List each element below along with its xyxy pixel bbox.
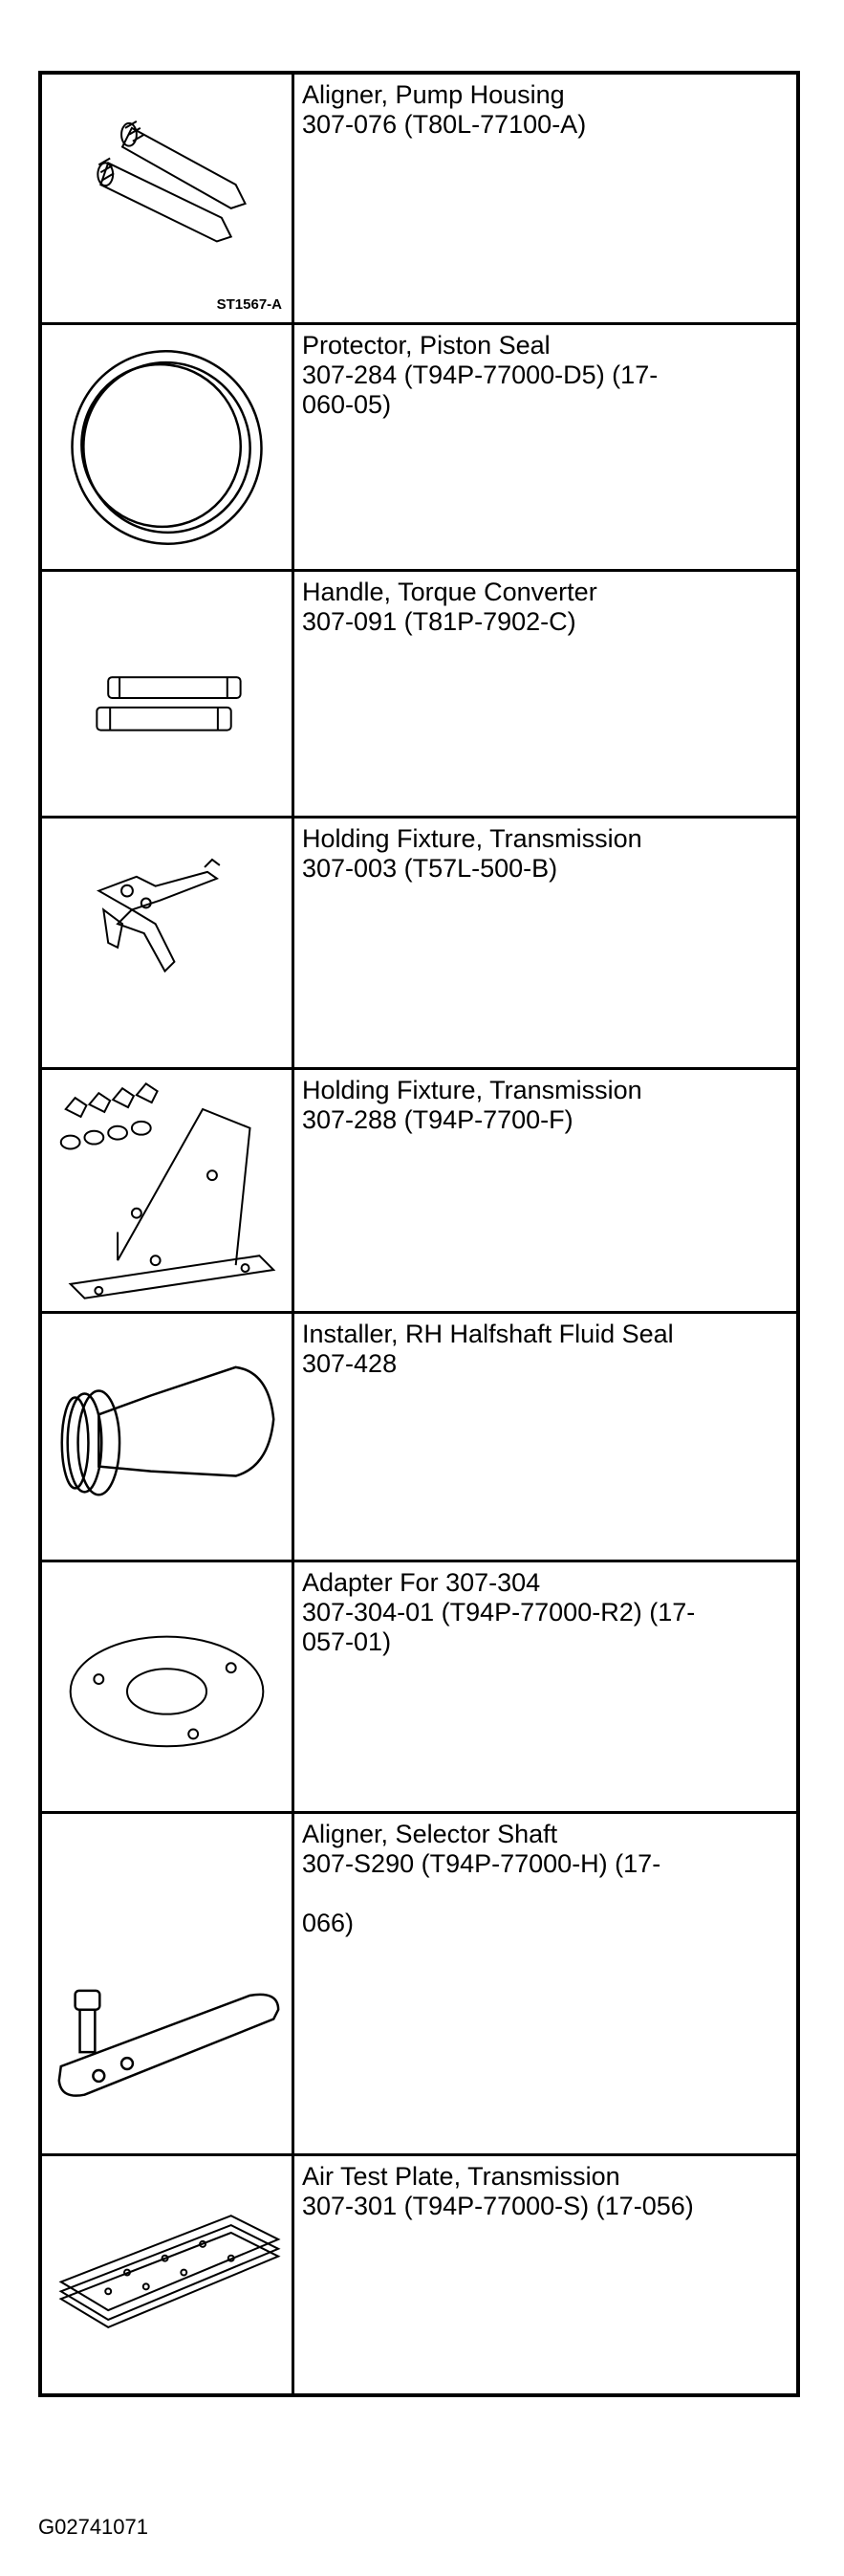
torque-converter-handle-icon (42, 572, 292, 816)
tool-part-number: 307-284 (T94P-77000-D5) (17- (302, 360, 659, 389)
tool-image-label: ST1567-A (216, 296, 282, 313)
tool-description (294, 572, 796, 816)
tool-description (294, 1814, 796, 2153)
holding-fixture-bracket-icon (42, 1070, 292, 1311)
tool-row (42, 1314, 796, 1562)
tool-image-cell (42, 75, 294, 322)
tool-image-cell (42, 572, 294, 816)
tool-image-cell (42, 325, 294, 569)
tool-title: Aligner, Pump Housing (302, 80, 565, 109)
tool-part-number: 307-428 (302, 1349, 398, 1378)
tool-row (42, 75, 796, 325)
tool-image-cell (42, 1314, 294, 1560)
tool-title: Handle, Torque Converter (302, 578, 597, 606)
pump-housing-aligner-icon (42, 75, 292, 322)
tool-image-cell (42, 1562, 294, 1811)
selector-shaft-aligner-icon (42, 1814, 292, 2153)
tool-description (294, 75, 796, 322)
tool-title: Aligner, Selector Shaft (302, 1820, 558, 1848)
tool-title: Holding Fixture, Transmission (302, 824, 642, 853)
tool-description (294, 325, 796, 569)
special-tools-table (38, 71, 800, 2397)
adapter-plate-icon (42, 1562, 292, 1811)
tool-title: Holding Fixture, Transmission (302, 1076, 642, 1104)
tool-row (42, 572, 796, 819)
tool-title: Protector, Piston Seal (302, 331, 551, 360)
tool-image-cell (42, 1814, 294, 2153)
tool-image-cell (42, 2156, 294, 2393)
tool-title: Adapter For 307-304 (302, 1568, 541, 1597)
tool-image-cell (42, 819, 294, 1067)
holding-fixture-icon (42, 819, 292, 1067)
air-test-plate-icon (42, 2156, 292, 2393)
tool-title: Air Test Plate, Transmission (302, 2162, 620, 2191)
tool-image-cell (42, 1070, 294, 1311)
tool-description (294, 819, 796, 1067)
tool-part-number-cont: 060-05) (302, 390, 392, 419)
halfshaft-seal-installer-icon (42, 1314, 292, 1560)
tool-part-number: 307-288 (T94P-7700-F) (302, 1105, 573, 1134)
tool-row (42, 1562, 796, 1814)
tool-part-number: 307-091 (T81P-7902-C) (302, 607, 576, 636)
tool-description (294, 1070, 796, 1311)
tool-part-number: 307-301 (T94P-77000-S) (17-056) (302, 2192, 694, 2220)
tool-description (294, 1562, 796, 1811)
tool-part-number: 307-S290 (T94P-77000-H) (17- (302, 1849, 661, 1878)
tool-part-number: 307-003 (T57L-500-B) (302, 854, 558, 883)
tool-part-number-cont: 066) (302, 1909, 355, 1937)
figure-code: G02741071 (38, 2515, 148, 2539)
tool-part-number-spacer (302, 1879, 789, 1909)
tool-description (294, 1314, 796, 1560)
tool-title: Installer, RH Halfshaft Fluid Seal (302, 1320, 674, 1348)
piston-seal-protector-icon (42, 325, 292, 569)
tool-row (42, 2156, 796, 2393)
tool-row (42, 819, 796, 1070)
tool-part-number-cont: 057-01) (302, 1627, 392, 1656)
tool-part-number: 307-304-01 (T94P-77000-R2) (17- (302, 1598, 696, 1626)
tool-part-number: 307-076 (T80L-77100-A) (302, 110, 587, 139)
tool-row (42, 1814, 796, 2156)
tool-row (42, 1070, 796, 1314)
tool-description (294, 2156, 796, 2393)
tool-row (42, 325, 796, 572)
